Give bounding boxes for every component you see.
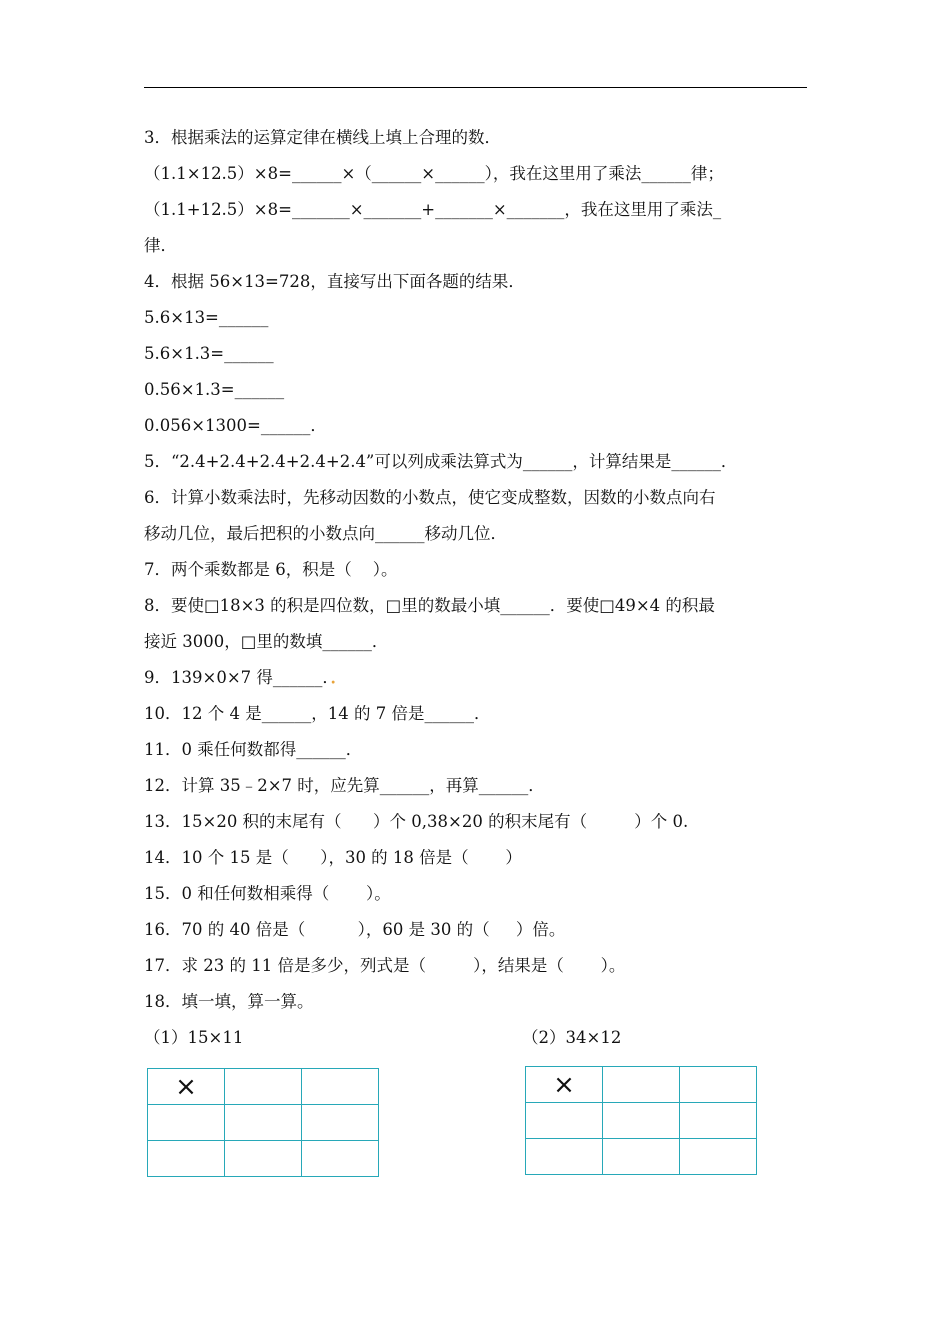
grid-cell[interactable] xyxy=(302,1141,379,1177)
question-4-b: 5.6×1.3=______ xyxy=(144,344,274,363)
question-4-d: 0.056×1300=______． xyxy=(144,416,327,435)
grid-cell[interactable] xyxy=(148,1105,225,1141)
question-3-line-1: （1.1×12.5）×8=______×（______×______），我在这里用了乘法______律； xyxy=(144,164,724,183)
grid-cell[interactable] xyxy=(603,1103,680,1139)
problem-2-grid xyxy=(525,1066,757,1175)
question-14: 14．10 个 15 是（ ），30 的 18 倍是（ ） xyxy=(144,848,522,867)
grid-cell[interactable] xyxy=(680,1103,757,1139)
question-18: 18．填一填，算一算。 xyxy=(144,992,314,1011)
multiply-sign-cell: × xyxy=(526,1067,603,1103)
problem-1-grid xyxy=(147,1068,379,1177)
question-3-line-2: （1.1+12.5）×8=_______×_______+_______×_______，我在这里用了乘法_ xyxy=(144,200,722,219)
header-rule xyxy=(144,87,807,88)
problem-1-label: （1）15×11 xyxy=(144,1028,244,1047)
question-6-line-2: 移动几位，最后把积的小数点向______移动几位． xyxy=(144,524,507,543)
question-9 xyxy=(144,668,347,688)
question-16: 16．70 的 40 倍是（ ），60 是 30 的（ ）倍。 xyxy=(144,920,566,939)
question-10: 10．12 个 4 是______，14 的 7 倍是______． xyxy=(144,704,491,723)
question-4-c: 0.56×1.3=______ xyxy=(144,380,285,399)
grid-cell[interactable] xyxy=(526,1139,603,1175)
grid-cell[interactable] xyxy=(225,1141,302,1177)
question-3: 3．根据乘法的运算定律在横线上填上合理的数． xyxy=(144,128,501,147)
question-7: 7．两个乘数都是 6，积是（ ）。 xyxy=(144,560,398,579)
grid-cell[interactable] xyxy=(680,1067,757,1103)
grid-cell[interactable] xyxy=(680,1139,757,1175)
question-13: 13．15×20 积的末尾有（ ）个 0,38×20 的积末尾有（ ）个 0. xyxy=(144,812,689,831)
question-6-line-1: 6．计算小数乘法时，先移动因数的小数点，使它变成整数，因数的小数点向右 xyxy=(144,488,716,507)
grid-cell[interactable] xyxy=(148,1141,225,1177)
grid-cell[interactable] xyxy=(603,1139,680,1175)
question-4: 4．根据 56×13=728，直接写出下面各题的结果． xyxy=(144,272,525,291)
grid-cell[interactable] xyxy=(603,1067,680,1103)
question-17: 17．求 23 的 11 倍是多少，列式是（ ），结果是（ ）。 xyxy=(144,956,626,975)
question-9-mark: ． xyxy=(330,668,348,687)
question-12: 12．计算 35﹣2×7 时，应先算______，再算______． xyxy=(144,776,545,795)
grid-cell[interactable] xyxy=(526,1103,603,1139)
question-9-text: 9．139×0×7 得______． xyxy=(144,668,331,687)
grid-cell[interactable] xyxy=(302,1069,379,1105)
question-11: 11．0 乘任何数都得______． xyxy=(144,740,363,759)
multiply-sign-cell: × xyxy=(148,1069,225,1105)
grid-cell[interactable] xyxy=(302,1105,379,1141)
question-15: 15．0 和任何数相乘得（ ）。 xyxy=(144,884,391,903)
question-5: 5．“2.4+2.4+2.4+2.4+2.4”可以列成乘法算式为______，计算结果是______． xyxy=(144,452,738,471)
question-3-line-3: 律． xyxy=(144,236,177,255)
question-8-line-2: 接近 3000，□里的数填______． xyxy=(144,632,389,651)
problem-2-label: （2）34×12 xyxy=(522,1028,622,1047)
question-8-line-1: 8．要使□18×3 的积是四位数，□里的数最小填______．要使□49×4 的积最 xyxy=(144,596,715,615)
grid-cell[interactable] xyxy=(225,1105,302,1141)
question-4-a: 5.6×13=______ xyxy=(144,308,269,327)
grid-cell[interactable] xyxy=(225,1069,302,1105)
